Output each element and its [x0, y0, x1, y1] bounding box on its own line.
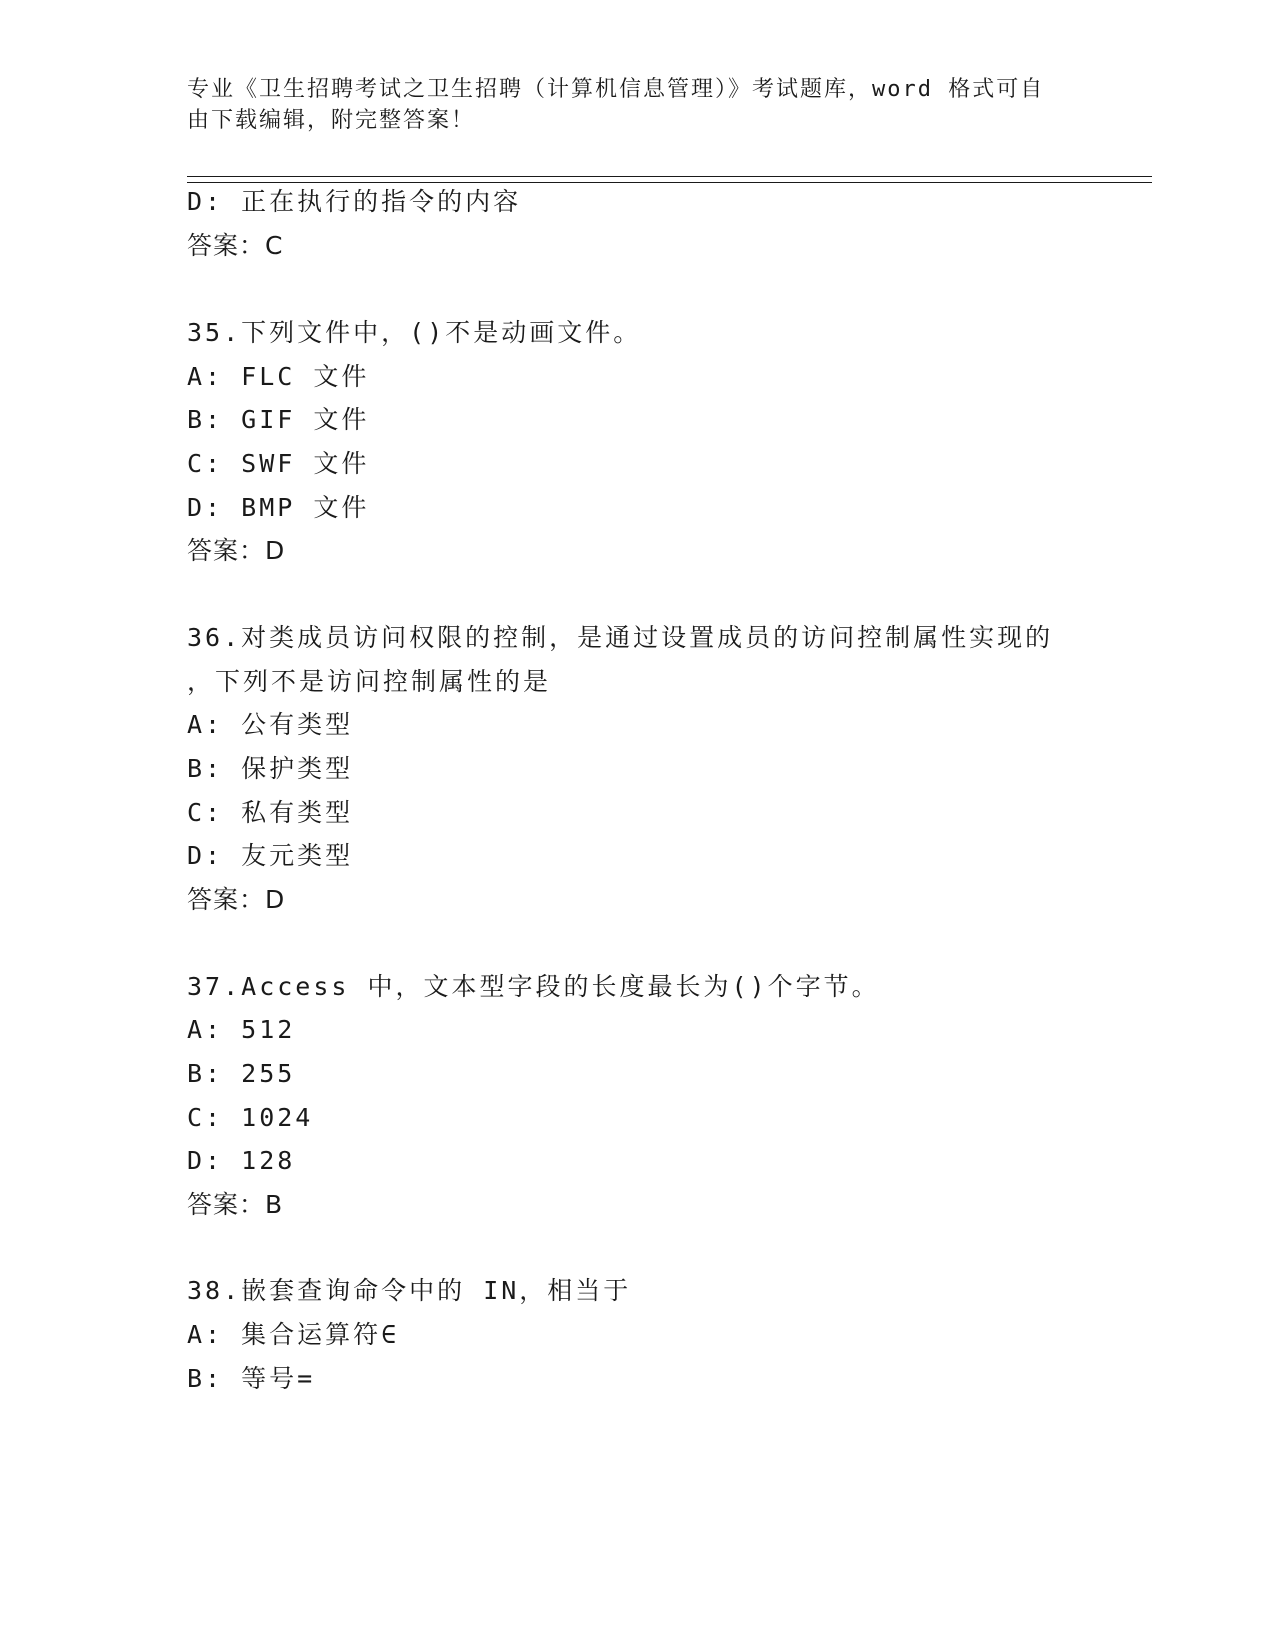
q37-option-b: B: 255: [187, 1059, 296, 1088]
q36-option-a: A: 公有类型: [187, 710, 354, 739]
q35-option-b: B: GIF 文件: [187, 405, 370, 434]
prev-answer: 答案：C: [187, 231, 284, 260]
q38-question: 38.嵌套查询命令中的 IN，相当于: [187, 1276, 632, 1305]
q36-answer: 答案：D: [187, 885, 286, 914]
document-header: [187, 74, 1067, 136]
header-divider-top: [187, 176, 1152, 177]
q38-option-a: A: 集合运算符∈: [187, 1320, 400, 1349]
q36-option-d: D: 友元类型: [187, 841, 354, 870]
header-line-1: 专业《卫生招聘考试之卫生招聘（计算机信息管理）》考试题库，word 格式可自: [187, 77, 1045, 102]
q37-answer: 答案：B: [187, 1190, 284, 1219]
q36-question-line-1: 36.对类成员访问权限的控制，是通过设置成员的访问控制属性实现的: [187, 623, 1054, 652]
header-line-2: 由下载编辑，附完整答案！: [187, 108, 476, 133]
q36-option-b: B: 保护类型: [187, 754, 354, 783]
q37-question: 37.Access 中，文本型字段的长度最长为()个字节。: [187, 972, 880, 1001]
header-divider-bottom: [187, 182, 1152, 183]
q37-option-c: C: 1024: [187, 1103, 314, 1132]
q35-option-d: D: BMP 文件: [187, 493, 370, 522]
q37-option-d: D: 128: [187, 1146, 296, 1175]
q37-option-a: A: 512: [187, 1015, 296, 1044]
q36-option-c: C: 私有类型: [187, 798, 354, 827]
q35-option-a: A: FLC 文件: [187, 362, 370, 391]
q35-answer: 答案：D: [187, 536, 286, 565]
q36-question-line-2: ，下列不是访问控制属性的是: [187, 667, 552, 696]
prev-option-d: D: 正在执行的指令的内容: [187, 187, 522, 216]
q38-option-b: B: 等号=: [187, 1364, 316, 1393]
q35-question: 35.下列文件中，()不是动画文件。: [187, 318, 642, 347]
q35-option-c: C: SWF 文件: [187, 449, 370, 478]
